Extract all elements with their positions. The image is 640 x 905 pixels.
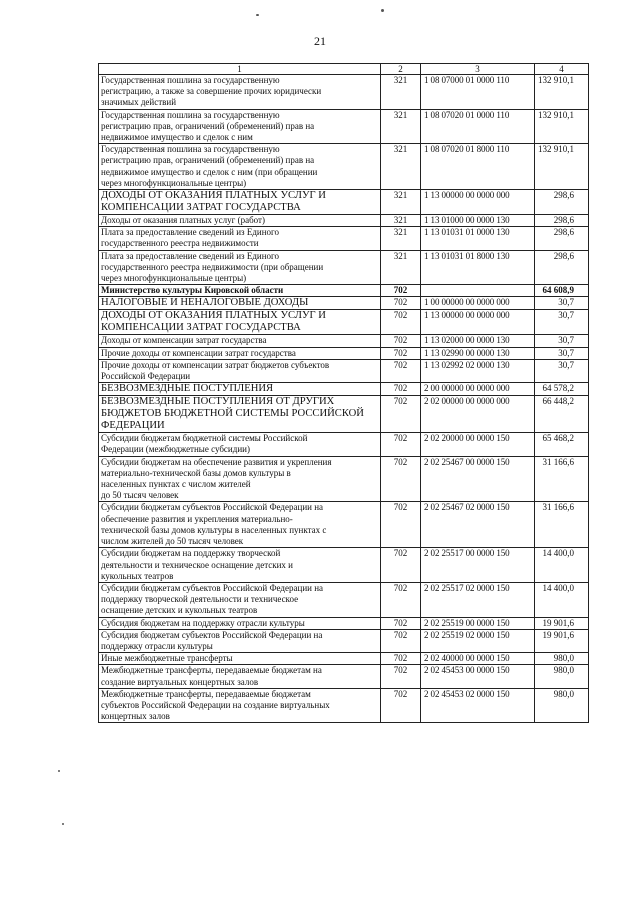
row-amount: 980,0 — [535, 665, 589, 688]
row-amount: 132 910,1 — [535, 75, 589, 110]
row-kbk-code — [421, 285, 535, 297]
row-admin-code: 702 — [381, 502, 421, 548]
row-amount: 66 448,2 — [535, 396, 589, 433]
row-name: НАЛОГОВЫЕ И НЕНАЛОГОВЫЕ ДОХОДЫ — [99, 297, 381, 310]
row-kbk-code: 1 08 07000 01 0000 110 — [421, 75, 535, 110]
row-kbk-code: 1 13 02992 02 0000 130 — [421, 359, 535, 382]
table-row — [99, 383, 589, 396]
table-row — [99, 653, 589, 665]
row-admin-code: 702 — [381, 285, 421, 297]
row-amount: 132 910,1 — [535, 109, 589, 144]
table-row — [99, 582, 589, 617]
row-admin-code: 702 — [381, 548, 421, 583]
row-amount: 64 578,2 — [535, 383, 589, 396]
row-admin-code: 321 — [381, 144, 421, 190]
table-row — [99, 548, 589, 583]
row-admin-code: 321 — [381, 250, 421, 285]
row-name: Прочие доходы от компенсации затрат государства — [99, 347, 381, 359]
row-kbk-code: 1 13 00000 00 0000 000 — [421, 190, 535, 215]
row-kbk-code: 2 02 40000 00 0000 150 — [421, 653, 535, 665]
row-name: Субсидии бюджетам на обеспечение развития и укрепления материально-технической базы домов культуры в населенных пунктах с числом жителей до 50 тысяч человек — [99, 456, 381, 502]
table-row — [99, 335, 589, 347]
row-name: Межбюджетные трансферты, передаваемые бюджетам на создание виртуальных концертных залов — [99, 665, 381, 688]
row-admin-code: 702 — [381, 617, 421, 629]
column-header: 1 — [99, 64, 381, 75]
row-admin-code: 702 — [381, 433, 421, 456]
row-amount: 30,7 — [535, 335, 589, 347]
row-kbk-code: 1 08 07020 01 8000 110 — [421, 144, 535, 190]
row-amount: 19 901,6 — [535, 629, 589, 652]
row-admin-code: 321 — [381, 190, 421, 215]
row-name: Иные межбюджетные трансферты — [99, 653, 381, 665]
table-row — [99, 665, 589, 688]
row-kbk-code: 1 08 07020 01 0000 110 — [421, 109, 535, 144]
row-name: Субсидии бюджетам субъектов Российской Федерации на обеспечение развития и укрепления материально- технической базы домов культуры в населенных пунктах с числом жителей до 50 тысяч человек — [99, 502, 381, 548]
row-name: Государственная пошлина за государственную регистрацию прав, ограничений (обременений) прав на недвижимое имущество и сделок с ним — [99, 109, 381, 144]
row-amount: 132 910,1 — [535, 144, 589, 190]
table-row — [99, 359, 589, 382]
row-kbk-code: 1 13 01031 01 0000 130 — [421, 227, 535, 250]
row-kbk-code: 2 02 20000 00 0000 150 — [421, 433, 535, 456]
row-admin-code: 702 — [381, 310, 421, 335]
row-admin-code: 702 — [381, 688, 421, 723]
table-row — [99, 215, 589, 227]
row-admin-code: 321 — [381, 227, 421, 250]
row-name: Плата за предоставление сведений из Единого государственного реестра недвижимости (при обращении через многофункциональные центры) — [99, 250, 381, 285]
row-name: Субсидии бюджетам на поддержку творческой деятельности и техническое оснащение детских и кукольных театров — [99, 548, 381, 583]
row-name: ДОХОДЫ ОТ ОКАЗАНИЯ ПЛАТНЫХ УСЛУГ И КОМПЕНСАЦИИ ЗАТРАТ ГОСУДАРСТВА — [99, 190, 381, 215]
table-row — [99, 347, 589, 359]
row-admin-code: 702 — [381, 582, 421, 617]
row-admin-code: 702 — [381, 297, 421, 310]
row-admin-code: 702 — [381, 396, 421, 433]
row-amount: 31 166,6 — [535, 502, 589, 548]
row-admin-code: 702 — [381, 665, 421, 688]
row-name: Государственная пошлина за государственную регистрацию, а также за совершение прочих юридически значимых действий — [99, 75, 381, 110]
row-amount: 298,6 — [535, 190, 589, 215]
row-name: Прочие доходы от компенсации затрат бюджетов субъектов Российской Федерации — [99, 359, 381, 382]
row-kbk-code: 2 02 25467 00 0000 150 — [421, 456, 535, 502]
row-admin-code: 321 — [381, 109, 421, 144]
row-kbk-code: 1 13 02000 00 0000 130 — [421, 335, 535, 347]
table-row — [99, 617, 589, 629]
row-admin-code: 702 — [381, 335, 421, 347]
row-name: БЕЗВОЗМЕЗДНЫЕ ПОСТУПЛЕНИЯ — [99, 383, 381, 396]
table-row — [99, 629, 589, 652]
row-amount: 980,0 — [535, 688, 589, 723]
row-kbk-code: 2 00 00000 00 0000 000 — [421, 383, 535, 396]
row-kbk-code: 2 02 25517 00 0000 150 — [421, 548, 535, 583]
row-kbk-code: 1 00 00000 00 0000 000 — [421, 297, 535, 310]
table-row — [99, 396, 589, 433]
scan-speck — [62, 823, 64, 825]
row-kbk-code: 2 02 25517 02 0000 150 — [421, 582, 535, 617]
row-admin-code: 321 — [381, 215, 421, 227]
row-kbk-code: 2 02 25467 02 0000 150 — [421, 502, 535, 548]
row-amount: 30,7 — [535, 310, 589, 335]
column-header: 2 — [381, 64, 421, 75]
table-row — [99, 190, 589, 215]
budget-table — [98, 63, 589, 723]
table-body — [99, 75, 589, 723]
row-amount: 31 166,6 — [535, 456, 589, 502]
row-admin-code: 702 — [381, 629, 421, 652]
row-amount: 65 468,2 — [535, 433, 589, 456]
row-name: Субсидии бюджетам субъектов Российской Федерации на поддержку творческой деятельности и техническое оснащение детских и кукольных театров — [99, 582, 381, 617]
row-name: Доходы от компенсации затрат государства — [99, 335, 381, 347]
table-row — [99, 502, 589, 548]
row-amount: 19 901,6 — [535, 617, 589, 629]
row-kbk-code: 2 02 45453 00 0000 150 — [421, 665, 535, 688]
row-amount: 30,7 — [535, 359, 589, 382]
table-row — [99, 310, 589, 335]
scan-speck — [381, 9, 384, 12]
table-row — [99, 75, 589, 110]
row-kbk-code: 1 13 01031 01 8000 130 — [421, 250, 535, 285]
table-row — [99, 285, 589, 297]
table-row — [99, 227, 589, 250]
row-amount: 30,7 — [535, 347, 589, 359]
row-amount: 14 400,0 — [535, 582, 589, 617]
row-name: Плата за предоставление сведений из Единого государственного реестра недвижимости — [99, 227, 381, 250]
row-kbk-code: 1 13 01000 00 0000 130 — [421, 215, 535, 227]
row-admin-code: 702 — [381, 347, 421, 359]
table-row — [99, 456, 589, 502]
table-row — [99, 250, 589, 285]
row-name: Министерство культуры Кировской области — [99, 285, 381, 297]
row-name: Государственная пошлина за государственную регистрацию прав, ограничений (обременений) прав на недвижимое имущество и сделок с ним (при обращении через многофункциональные центры) — [99, 144, 381, 190]
table-row — [99, 688, 589, 723]
row-amount: 64 608,9 — [535, 285, 589, 297]
row-name: Доходы от оказания платных услуг (работ) — [99, 215, 381, 227]
column-header: 3 — [421, 64, 535, 75]
row-admin-code: 321 — [381, 75, 421, 110]
row-amount: 14 400,0 — [535, 548, 589, 583]
table-row — [99, 144, 589, 190]
row-admin-code: 702 — [381, 653, 421, 665]
row-name: Межбюджетные трансферты, передаваемые бюджетам субъектов Российской Федерации на создание виртуальных концертных залов — [99, 688, 381, 723]
table-row — [99, 109, 589, 144]
row-amount: 298,6 — [535, 250, 589, 285]
row-name: ДОХОДЫ ОТ ОКАЗАНИЯ ПЛАТНЫХ УСЛУГ И КОМПЕНСАЦИИ ЗАТРАТ ГОСУДАРСТВА — [99, 310, 381, 335]
column-header: 4 — [535, 64, 589, 75]
row-admin-code: 702 — [381, 359, 421, 382]
row-amount: 980,0 — [535, 653, 589, 665]
scan-speck — [58, 770, 60, 772]
row-kbk-code: 1 13 00000 00 0000 000 — [421, 310, 535, 335]
row-amount: 298,6 — [535, 215, 589, 227]
scan-speck — [256, 14, 259, 16]
row-kbk-code: 2 02 45453 02 0000 150 — [421, 688, 535, 723]
row-name: Субсидия бюджетам субъектов Российской Федерации на поддержку отрасли культуры — [99, 629, 381, 652]
row-kbk-code: 2 02 25519 02 0000 150 — [421, 629, 535, 652]
row-admin-code: 702 — [381, 456, 421, 502]
row-kbk-code: 1 13 02990 00 0000 130 — [421, 347, 535, 359]
row-kbk-code: 2 02 00000 00 0000 000 — [421, 396, 535, 433]
row-kbk-code: 2 02 25519 00 0000 150 — [421, 617, 535, 629]
page-number: 21 — [314, 34, 326, 48]
table-row — [99, 297, 589, 310]
row-amount: 298,6 — [535, 227, 589, 250]
row-name: Субсидии бюджетам бюджетной системы Российской Федерации (межбюджетные субсидии) — [99, 433, 381, 456]
table-header-row — [99, 64, 589, 75]
row-amount: 30,7 — [535, 297, 589, 310]
table-row — [99, 433, 589, 456]
row-admin-code: 702 — [381, 383, 421, 396]
row-name: Субсидия бюджетам на поддержку отрасли культуры — [99, 617, 381, 629]
row-name: БЕЗВОЗМЕЗДНЫЕ ПОСТУПЛЕНИЯ ОТ ДРУГИХ БЮДЖЕТОВ БЮДЖЕТНОЙ СИСТЕМЫ РОССИЙСКОЙ ФЕДЕРАЦИИ — [99, 396, 381, 433]
